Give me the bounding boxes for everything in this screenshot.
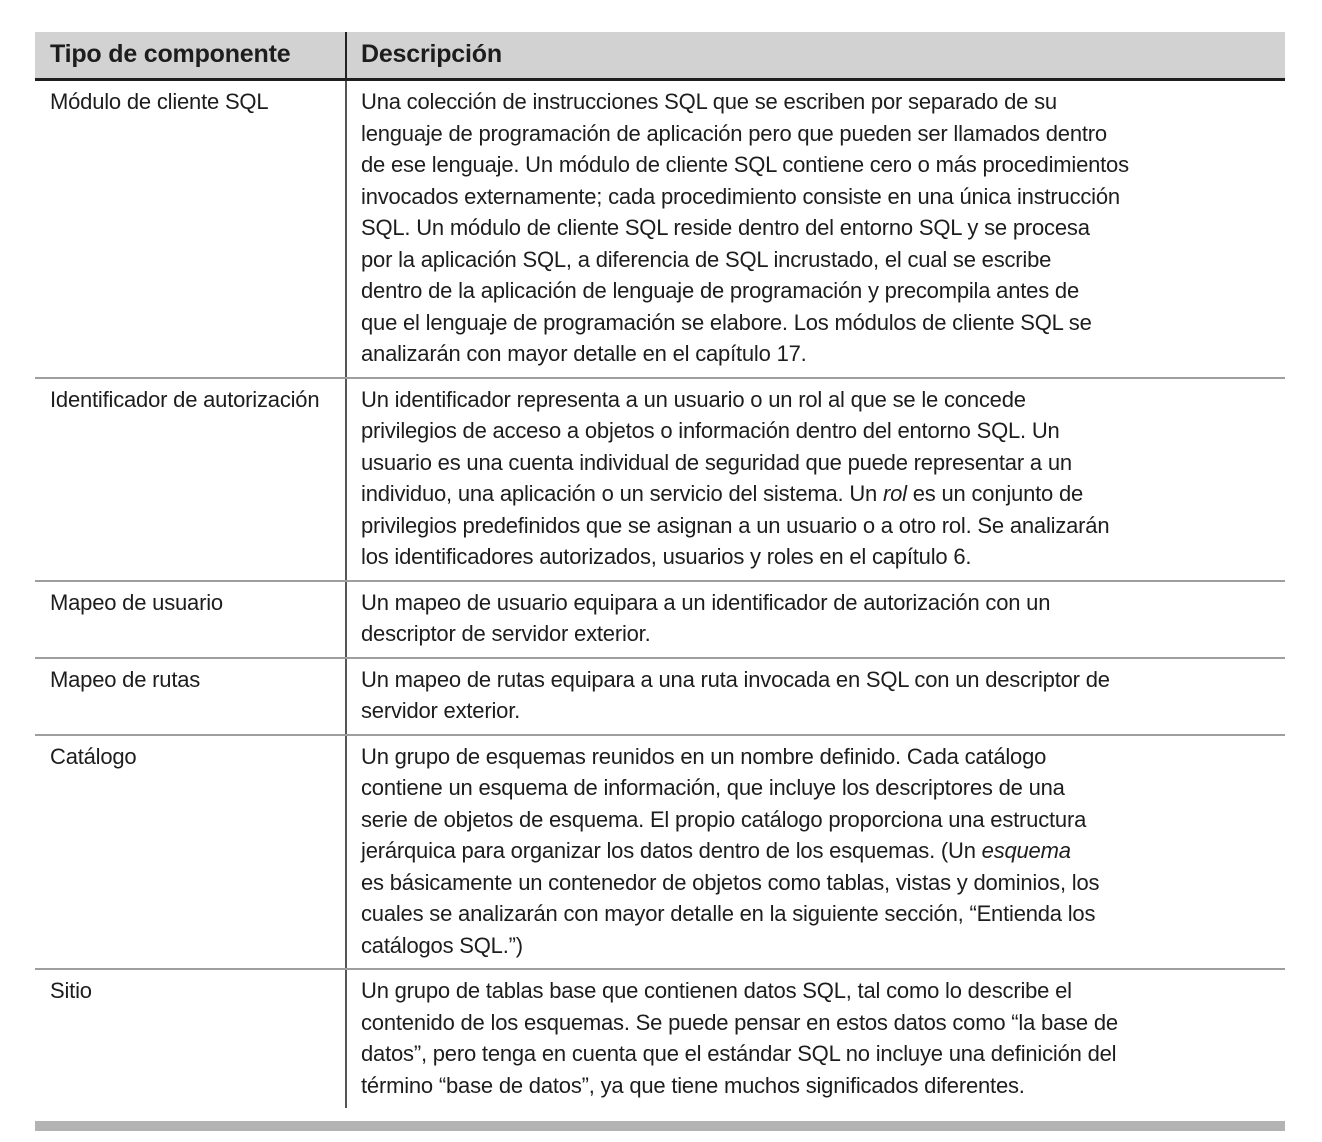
description-line: Un grupo de tablas base que contienen datos SQL, tal como lo describe el: [361, 978, 1072, 1003]
description-line: usuario es una cuenta individual de seguridad que puede representar a un: [361, 449, 1072, 475]
component-type-cell: Sitio: [35, 970, 347, 1108]
description-line: Un mapeo de rutas equipara a una ruta invocada en SQL con un descriptor de: [361, 666, 1110, 692]
table-row: [35, 379, 1285, 582]
description-line: Una colección de instrucciones SQL que se escriben por separado de su: [361, 89, 1057, 114]
description-line: Un identificador representa a un usuario o un rol al que se le concede: [361, 386, 1026, 412]
description-line: término “base de datos”, ya que tiene muchos significados diferentes.: [361, 1072, 1025, 1098]
description-line: por la aplicación SQL, a diferencia de SQL incrustado, el cual se escribe: [361, 246, 1052, 272]
description-line: de ese lenguaje. Un módulo de cliente SQL contiene cero o más procedimientos: [361, 152, 1129, 177]
description-line: contenido de los esquemas. Se puede pensar en estos datos como “la base de: [361, 1009, 1118, 1035]
description-line: jerárquica para organizar los datos dentro de los esquemas. (Un esquema: [361, 838, 1071, 863]
description-cell: [347, 970, 1285, 1108]
component-type-cell: Mapeo de rutas: [35, 659, 347, 734]
table-body: [35, 81, 1285, 1108]
description-line: individuo, una aplicación o un servicio del sistema. Un rol es un conjunto de: [361, 481, 1084, 506]
table-row: [35, 81, 1285, 379]
header-component-type: Tipo de componente: [35, 32, 347, 78]
description-line: los identificadores autorizados, usuarios y roles en el capítulo 6.: [361, 544, 972, 569]
description-line: privilegios de acceso a objetos o información dentro del entorno SQL. Un: [361, 418, 1060, 443]
component-type-cell: Mapeo de usuario: [35, 582, 347, 657]
component-table: [35, 32, 1285, 1108]
table-row: [35, 736, 1285, 971]
description-line: lenguaje de programación de aplicación pero que pueden ser llamados dentro: [361, 120, 1107, 146]
table-bottom-rule: [35, 1121, 1285, 1131]
header-description: Descripción: [361, 40, 502, 68]
description-line: descriptor de servidor exterior.: [361, 621, 651, 646]
description-line: es básicamente un contenedor de objetos como tablas, vistas y dominios, los: [361, 869, 1100, 895]
description-line: servidor exterior.: [361, 698, 521, 723]
component-type-cell: Identificador de autorización: [35, 379, 347, 580]
description-line: contiene un esquema de información, que incluye los descriptores de una: [361, 775, 1065, 800]
component-type-cell: Catálogo: [35, 736, 347, 969]
description-cell: [347, 81, 1285, 377]
description-line: serie de objetos de esquema. El propio catálogo proporciona una estructura: [361, 806, 1087, 832]
table-row: [35, 582, 1285, 659]
description-cell: [347, 582, 1285, 657]
description-cell: [347, 736, 1285, 969]
description-line: Un mapeo de usuario equipara a un identificador de autorización con un: [361, 589, 1051, 615]
description-line: SQL. Un módulo de cliente SQL reside dentro del entorno SQL y se procesa: [361, 215, 1090, 240]
description-line: datos”, pero tenga en cuenta que el estándar SQL no incluye una definición del: [361, 1041, 1117, 1066]
description-line: analizarán con mayor detalle en el capítulo 17.: [361, 341, 807, 366]
description-line: privilegios predefinidos que se asignan a un usuario o a otro rol. Se analizarán: [361, 512, 1110, 538]
component-type-cell: Módulo de cliente SQL: [35, 81, 347, 377]
description-cell: [347, 379, 1285, 580]
description-line: invocados externamente; cada procedimiento consiste en una única instrucción: [361, 183, 1120, 209]
description-line: Un grupo de esquemas reunidos en un nombre definido. Cada catálogo: [361, 743, 1047, 769]
description-cell: [347, 659, 1285, 734]
description-line: que el lenguaje de programación se elabore. Los módulos de cliente SQL se: [361, 309, 1092, 335]
description-line: cuales se analizarán con mayor detalle en la siguiente sección, “Entienda los: [361, 901, 1096, 926]
table-header-row: [35, 32, 1285, 81]
table-row: [35, 659, 1285, 736]
table-row: [35, 970, 1285, 1108]
description-line: catálogos SQL.”): [361, 932, 523, 958]
description-line: dentro de la aplicación de lenguaje de programación y precompila antes de: [361, 278, 1079, 303]
